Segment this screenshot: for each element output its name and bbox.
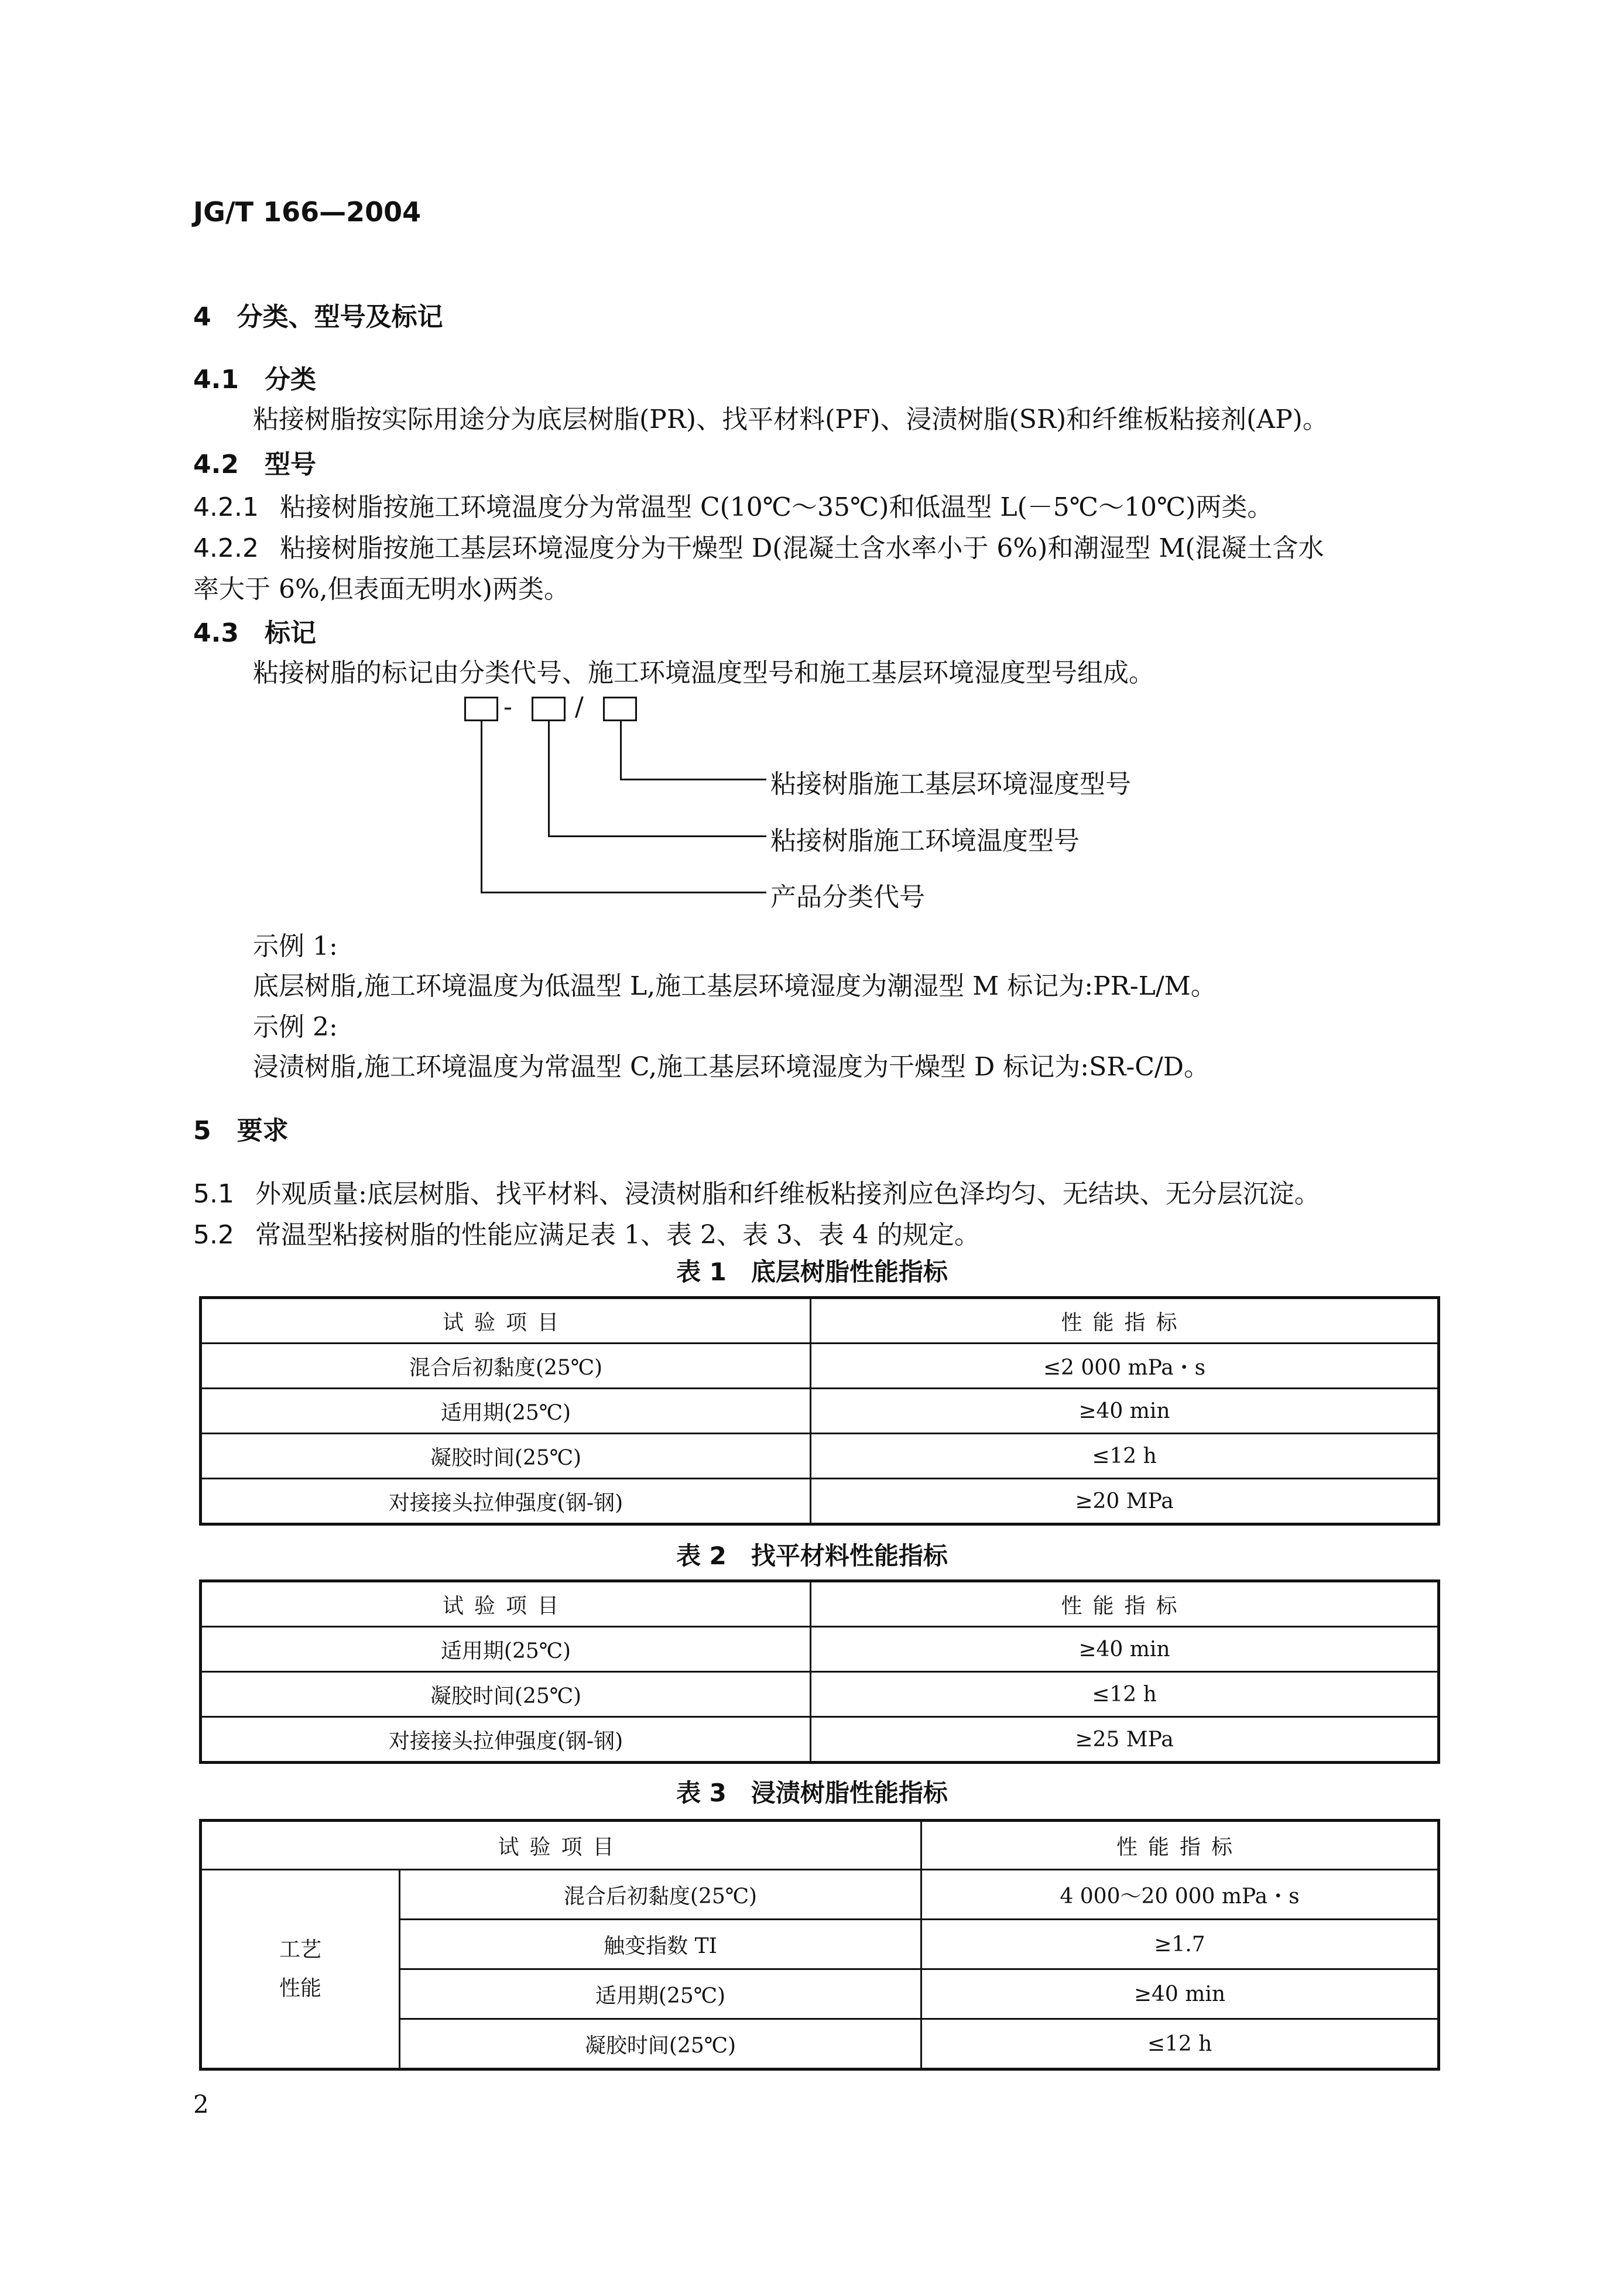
table-3-item-cell: 凝胶时间(25℃) bbox=[400, 2019, 921, 2069]
table-2-item-cell: 凝胶时间(25℃) bbox=[201, 1672, 811, 1717]
example-1-text: 底层树脂,施工环境温度为低温型 L,施工基层环境湿度为潮湿型 M 标记为:PR-L/M。 bbox=[253, 971, 1217, 1001]
table-2-spec-cell: ≥40 min bbox=[811, 1627, 1439, 1672]
section-5-number: 5 bbox=[193, 1116, 211, 1146]
table-1-item-cell: 对接接头拉伸强度(钢-钢) bbox=[201, 1479, 811, 1524]
clause-4-2-title: 型号 bbox=[264, 450, 316, 479]
table-1-caption: 表 1 底层树脂性能指标 bbox=[676, 1258, 948, 1286]
clause-4-1-title: 分类 bbox=[264, 365, 316, 395]
table-3-caption: 表 3 浸渍树脂性能指标 bbox=[676, 1779, 948, 1807]
category-leader-vertical bbox=[481, 719, 482, 893]
marking-slash: / bbox=[575, 692, 584, 722]
clause-4-2-number: 4.2 bbox=[193, 450, 239, 479]
humidity-code-box bbox=[603, 697, 637, 721]
table-2-caption: 表 2 找平材料性能指标 bbox=[676, 1541, 948, 1570]
clause-4-2-2 bbox=[193, 527, 1324, 564]
table-3-spec-cell: ≥40 min bbox=[921, 1969, 1439, 2019]
section-5-title: 要求 bbox=[237, 1116, 289, 1146]
clause-4-2-heading bbox=[193, 443, 316, 481]
table-3-group-line2: 性能 bbox=[279, 1976, 321, 2000]
clause-4-2-2-text-line2: 率大于 6%,但表面无明水)两类。 bbox=[193, 574, 570, 604]
table-1-col-spec: 性能指标 bbox=[811, 1298, 1439, 1344]
table-row bbox=[201, 1389, 1439, 1434]
humidity-leader-horizontal bbox=[620, 779, 766, 780]
table-row bbox=[201, 1627, 1439, 1672]
table-row bbox=[201, 1672, 1439, 1717]
table-row bbox=[201, 1344, 1439, 1389]
table-3-spec-cell: ≥1.7 bbox=[921, 1920, 1439, 1969]
clause-4-2-1-text: 粘接树脂按施工环境温度分为常温型 C(10℃～35℃)和低温型 L(－5℃～10℃)两类。 bbox=[279, 492, 1273, 522]
clause-4-3-heading bbox=[193, 612, 316, 649]
humidity-type-label: 粘接树脂施工基层环境湿度型号 bbox=[770, 769, 1131, 799]
clause-4-3-number: 4.3 bbox=[193, 618, 239, 648]
table-1-header-row bbox=[201, 1298, 1439, 1344]
table-2 bbox=[199, 1579, 1440, 1764]
clause-5-2-number: 5.2 bbox=[193, 1220, 234, 1250]
clause-4-3-title: 标记 bbox=[264, 618, 316, 648]
temperature-type-label: 粘接树脂施工环境温度型号 bbox=[770, 826, 1080, 856]
table-3-col-spec: 性能指标 bbox=[921, 1821, 1439, 1870]
clause-5-2 bbox=[193, 1214, 980, 1251]
table-1-col-item: 试验项目 bbox=[201, 1298, 811, 1344]
temperature-code-box bbox=[532, 697, 566, 721]
clause-4-2-2-number: 4.2.2 bbox=[193, 533, 259, 563]
table-3-item-cell: 触变指数 TI bbox=[400, 1920, 921, 1969]
table-1-item-cell: 凝胶时间(25℃) bbox=[201, 1434, 811, 1479]
table-2-header-row bbox=[201, 1581, 1439, 1627]
page-number: 2 bbox=[193, 2090, 209, 2119]
example-1-title: 示例 1: bbox=[253, 931, 338, 961]
table-2-item-cell: 对接接头拉伸强度(钢-钢) bbox=[201, 1717, 811, 1763]
table-1-spec-cell: ≥40 min bbox=[811, 1389, 1439, 1434]
table-3-item-cell: 适用期(25℃) bbox=[400, 1969, 921, 2019]
clause-4-1-text: 粘接树脂按实际用途分为底层树脂(PR)、找平材料(PF)、浸渍树脂(SR)和纤维板粘接剂(AP)。 bbox=[253, 405, 1328, 434]
table-3-spec-cell: ≤12 h bbox=[921, 2019, 1439, 2069]
clause-5-1 bbox=[193, 1173, 1320, 1210]
table-row bbox=[201, 1717, 1439, 1763]
marking-dash: - bbox=[503, 692, 512, 722]
section-5-heading bbox=[193, 1109, 289, 1147]
table-3-col-item: 试验项目 bbox=[201, 1821, 921, 1870]
table-3-group-cell bbox=[201, 1870, 400, 2069]
temperature-leader-horizontal bbox=[548, 835, 766, 837]
table-1 bbox=[199, 1296, 1440, 1526]
clause-4-2-2-text-line1: 粘接树脂按施工基层环境湿度分为干燥型 D(混凝土含水率小于 6%)和潮湿型 M(混凝土含水 bbox=[279, 533, 1324, 563]
temperature-leader-vertical bbox=[548, 719, 550, 837]
table-1-spec-cell: ≥20 MPa bbox=[811, 1479, 1439, 1524]
clause-5-2-text: 常温型粘接树脂的性能应满足表 1、表 2、表 3、表 4 的规定。 bbox=[255, 1220, 980, 1250]
table-3-header-row bbox=[201, 1821, 1439, 1870]
table-1-item-cell: 混合后初黏度(25℃) bbox=[201, 1344, 811, 1389]
section-4-title: 分类、型号及标记 bbox=[237, 302, 443, 332]
table-row bbox=[201, 1434, 1439, 1479]
clause-4-2-1-number: 4.2.1 bbox=[193, 492, 259, 522]
clause-4-1-heading bbox=[193, 358, 316, 396]
table-3-group-line1: 工艺 bbox=[279, 1937, 321, 1962]
clause-4-2-1 bbox=[193, 486, 1273, 523]
table-2-spec-cell: ≤12 h bbox=[811, 1672, 1439, 1717]
table-row bbox=[201, 1870, 1439, 1920]
table-3 bbox=[199, 1819, 1440, 2071]
category-code-box bbox=[464, 697, 498, 721]
table-3-spec-cell: 4 000～20 000 mPa・s bbox=[921, 1870, 1439, 1920]
table-2-col-spec: 性能指标 bbox=[811, 1581, 1439, 1627]
table-1-item-cell: 适用期(25℃) bbox=[201, 1389, 811, 1434]
table-2-spec-cell: ≥25 MPa bbox=[811, 1717, 1439, 1763]
clause-5-1-text: 外观质量:底层树脂、找平材料、浸渍树脂和纤维板粘接剂应色泽均匀、无结块、无分层沉淀。 bbox=[255, 1179, 1320, 1209]
standard-number: JG/T 166—2004 bbox=[193, 196, 422, 228]
clause-5-1-number: 5.1 bbox=[193, 1179, 234, 1209]
example-2-text: 浸渍树脂,施工环境温度为常温型 C,施工基层环境湿度为干燥型 D 标记为:SR-C/D。 bbox=[253, 1052, 1210, 1082]
table-1-spec-cell: ≤2 000 mPa・s bbox=[811, 1344, 1439, 1389]
humidity-leader-vertical bbox=[620, 719, 622, 780]
clause-4-1-number: 4.1 bbox=[193, 365, 239, 395]
example-2-title: 示例 2: bbox=[253, 1012, 338, 1042]
section-4-heading bbox=[193, 296, 443, 333]
table-2-col-item: 试验项目 bbox=[201, 1581, 811, 1627]
clause-4-3-text: 粘接树脂的标记由分类代号、施工环境温度型号和施工基层环境湿度型号组成。 bbox=[253, 658, 1154, 688]
section-4-number: 4 bbox=[193, 302, 211, 332]
table-row bbox=[201, 1479, 1439, 1524]
category-leader-horizontal bbox=[481, 892, 766, 893]
table-1-spec-cell: ≤12 h bbox=[811, 1434, 1439, 1479]
category-code-label: 产品分类代号 bbox=[770, 882, 925, 912]
table-2-item-cell: 适用期(25℃) bbox=[201, 1627, 811, 1672]
table-3-item-cell: 混合后初黏度(25℃) bbox=[400, 1870, 921, 1920]
